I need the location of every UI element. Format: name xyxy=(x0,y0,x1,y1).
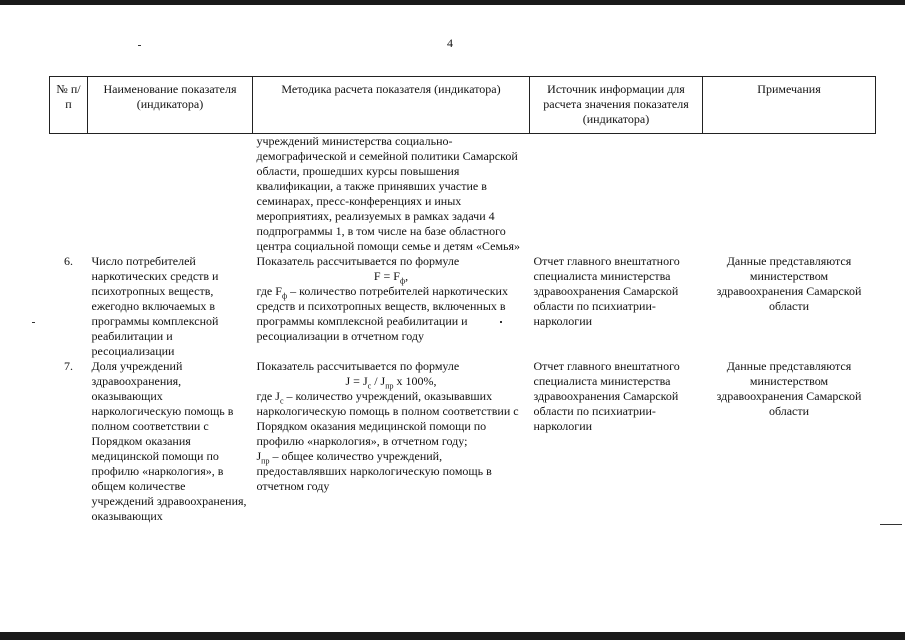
header-number: № п/п xyxy=(50,77,88,134)
scan-bottom-edge xyxy=(0,632,905,640)
scan-speck xyxy=(138,45,141,46)
method-intro: Показатель рассчитывается по формуле xyxy=(256,359,460,373)
information-source: Отчет главного внештатного специалиста министерства здравоохранения Самарской области по психиатрии-наркологии xyxy=(533,254,680,328)
formula: $J = J_с / J_{пр}$ x 100%, xyxy=(345,374,437,391)
variable-definition: где $F_ф$ – количество потребителей наркотических средств и психотропных веществ, включенных в программы комплексной реабилитации и ресоциализации в отчетном году xyxy=(256,284,508,343)
indicator-name: Число потребителей наркотических средств и психотропных веществ, ежегодно включаемых в программы комплексной реабилитации и ресоциализации xyxy=(91,254,219,358)
variable-definition: где $J_с$ – количество учреждений, оказывавших наркологическую помощь в полном соответствии с Порядком оказания медицинской помощи по профилю «наркология», в отчетном году; xyxy=(256,389,519,448)
table-row xyxy=(50,254,876,359)
table-row-continuation xyxy=(50,134,876,255)
note: Данные представляются министерством здравоохранения Самарской области xyxy=(716,359,862,418)
variable-definition: $J_{пр}$ – общее количество учреждений, предоставлявших наркологическую помощь в отчетном году xyxy=(256,449,492,493)
information-source: Отчет главного внештатного специалиста министерства здравоохранения Самарской области по психиатрии-наркологии xyxy=(533,359,680,433)
header-calculation-method: Методика расчета показателя (индикатора) xyxy=(253,77,530,134)
note: Данные представляются министерством здравоохранения Самарской области xyxy=(716,254,862,313)
table-row xyxy=(50,359,876,524)
header-indicator-name: Наименование показателя (индикатора) xyxy=(88,77,253,134)
row-number: 7. xyxy=(64,359,73,373)
row-number: 6. xyxy=(64,254,73,268)
header-information-source: Источник информации для расчета значения показателя (индикатора) xyxy=(530,77,703,134)
continuation-method-text: учреждений министерства социально-демографической и семейной политики Самарской области, прошедших курсы повышения квалификации, а также принявших участие в семинарах, пресс-конференциях и иных мероприятиях, реализуемых в рамках задачи 4 подпрограммы 1, в том числе на базе областного центра социальной помощи семье и детям «Семья» xyxy=(256,134,521,253)
scan-speck xyxy=(32,322,35,323)
scan-dash-mark xyxy=(880,524,902,525)
page-number: 4 xyxy=(447,36,453,50)
calculation-method xyxy=(253,359,530,524)
indicator-table xyxy=(49,76,876,524)
scan-top-edge xyxy=(0,0,905,5)
header-notes: Примечания xyxy=(703,77,876,134)
formula: $F = F_ф$, xyxy=(373,269,409,286)
method-intro: Показатель рассчитывается по формуле xyxy=(256,254,460,268)
indicator-name: Доля учреждений здравоохранения, оказывающих наркологическую помощь в полном соответствии с Порядком оказания медицинской помощи по профилю «наркология», в общем количестве учреждений здравоохранения, оказывающих xyxy=(91,359,247,523)
calculation-method xyxy=(253,254,530,359)
table-header-row xyxy=(50,77,876,134)
